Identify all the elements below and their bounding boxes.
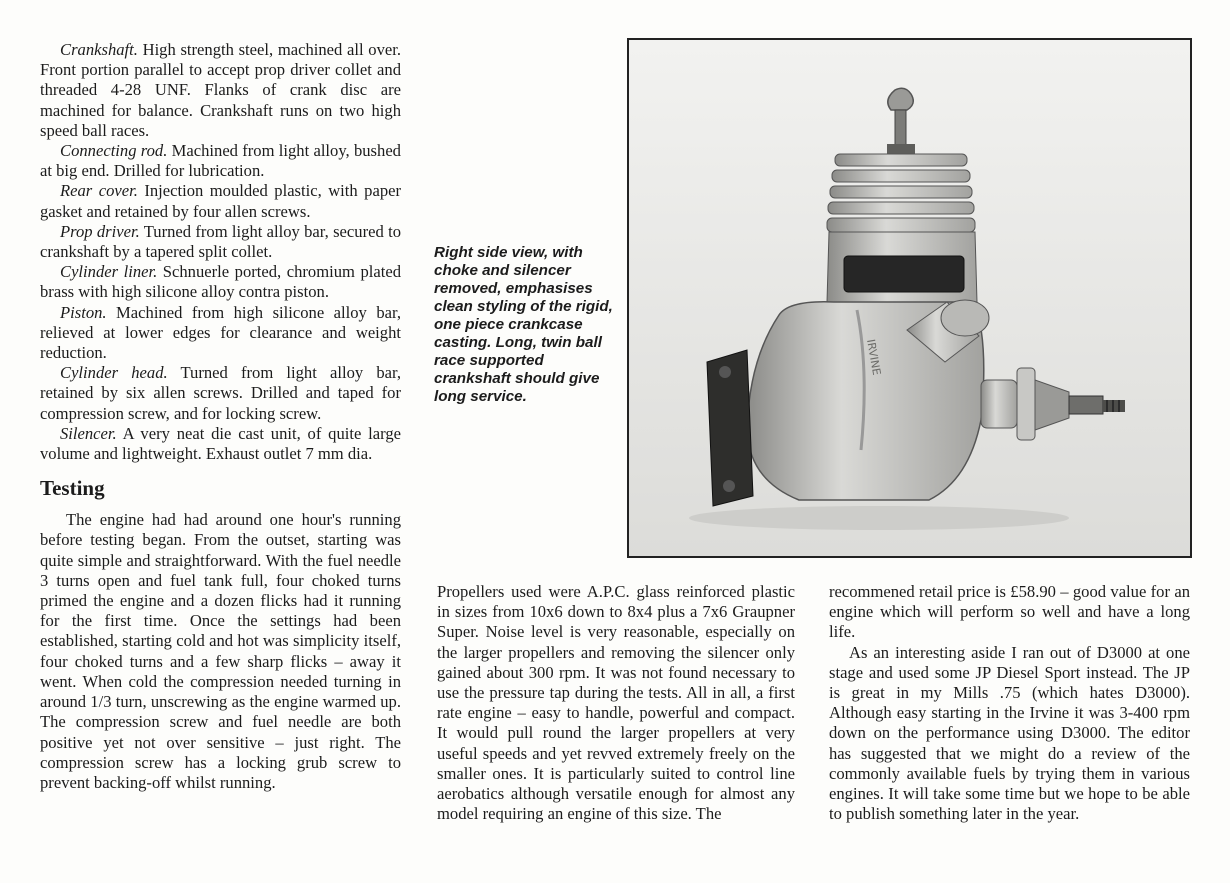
fuel-aside-paragraph: As an interesting aside I ran out of D3000 at one stage and used some JP Diesel Sport instead. The JP is great in my Mills .75 (which hates D3000). Although easy starting in the Irvine it was 3-400 rpm down on the performance using D3000. The editor has suggested that we might do a review of the commonly available fuels by trying them in various engines. It will take some time but we hope to be able to publish something later in the year.	[829, 642, 1190, 824]
cylinder-fins	[827, 154, 975, 232]
middle-column	[437, 582, 795, 824]
spec-text: High strength steel, machined all over. Front portion parallel to accept prop driver collet and threaded 4-28 UNF. Flanks of crank disc are machined for balance. Crankshaft runs on two high speed ball races.	[40, 40, 401, 140]
right-column	[829, 582, 1190, 824]
engine-photo	[627, 38, 1192, 558]
spec-item	[40, 40, 401, 141]
spec-term: Rear cover.	[60, 181, 138, 201]
left-column	[40, 40, 401, 793]
spec-item	[40, 424, 401, 464]
spec-term: Piston.	[60, 302, 107, 322]
spec-item	[40, 363, 401, 424]
spec-item	[40, 222, 401, 262]
engine-engraving: IRVINE	[864, 338, 884, 377]
rear-cover	[707, 350, 753, 506]
spec-term: Prop driver.	[60, 221, 140, 241]
spec-item	[40, 303, 401, 364]
spec-term: Cylinder liner.	[60, 262, 158, 282]
spec-text: Injection moulded plastic, with paper gasket and retained by four allen screws.	[40, 181, 402, 221]
spec-term: Cylinder head.	[60, 363, 168, 383]
spec-text: Machined from light alloy, bushed at big end. Drilled for lubrication.	[40, 141, 401, 181]
spec-list	[40, 40, 401, 464]
testing-paragraph-continued: Propellers used were A.P.C. glass reinforced plastic in sizes from 10x6 down to 8x4 plus a 7x6 Graupner Super. Noise level is very reasonable, especially on the larger propellers and removing the silencer only gained about 300 rpm. It was not found necessary to use the pressure tap during the tests. All in all, a first rate engine – easy to handle, powerful and compact. It would pull round the larger propellers at very useful speeds and yet revved extremely freely on the smaller ones. It is particularly suited to control line aerobatics although versatile enough for almost any model requiring an engine of this size. The	[437, 582, 795, 824]
section-heading-testing: Testing	[40, 476, 105, 501]
spec-text: Turned from light alloy bar, retained by six allen screws. Drilled and taped for compression screw, and for locking screw.	[40, 363, 402, 423]
spec-item	[40, 181, 401, 221]
photo-caption: Right side view, with choke and silencer removed, emphasises clean styling of the rigid, one piece crankcase casting. Long, twin ball race supported crankshaft should give long service.	[434, 244, 613, 405]
spec-term: Silencer.	[60, 423, 117, 443]
spec-text: Schnuerle ported, chromium plated brass with high silicone alloy contra piston.	[40, 262, 401, 302]
spec-item	[40, 262, 401, 302]
testing-paragraph: The engine had had around one hour's running before testing began. From the outset, starting was quite simple and straightforward. With the fuel needle 3 turns open and fuel tank full, four choked turns primed the engine and a dozen flicks had it running for the first time. Once the settings had been established, starting cold and hot was simplicity itself, four choked turns and a few sharp flicks – away it went. When cold the compression needed turning in around 1/3 turn, unscrewing as the engine warmed up. The compression screw and fuel needle are both positive yet not over sensitive – just right. The compression screw has a locking grub screw to prevent backing-off whilst running.	[40, 510, 401, 792]
spec-term: Connecting rod.	[60, 141, 168, 161]
spec-text: Machined from high silicone alloy bar, relieved at lower edges for clearance and weight reduction.	[40, 302, 401, 363]
spec-text: Turned from light alloy bar, secured to crankshaft by a tapered split collet.	[40, 221, 401, 262]
spec-item	[40, 141, 401, 181]
price-paragraph: recommened retail price is £58.90 – good value for an engine which will perform so well and have a long life.	[829, 582, 1190, 642]
spec-text: A very neat die cast unit, of quite large volume and lightweight. Exhaust outlet 7 mm dia.	[40, 423, 401, 464]
spec-term: Crankshaft.	[60, 40, 138, 59]
